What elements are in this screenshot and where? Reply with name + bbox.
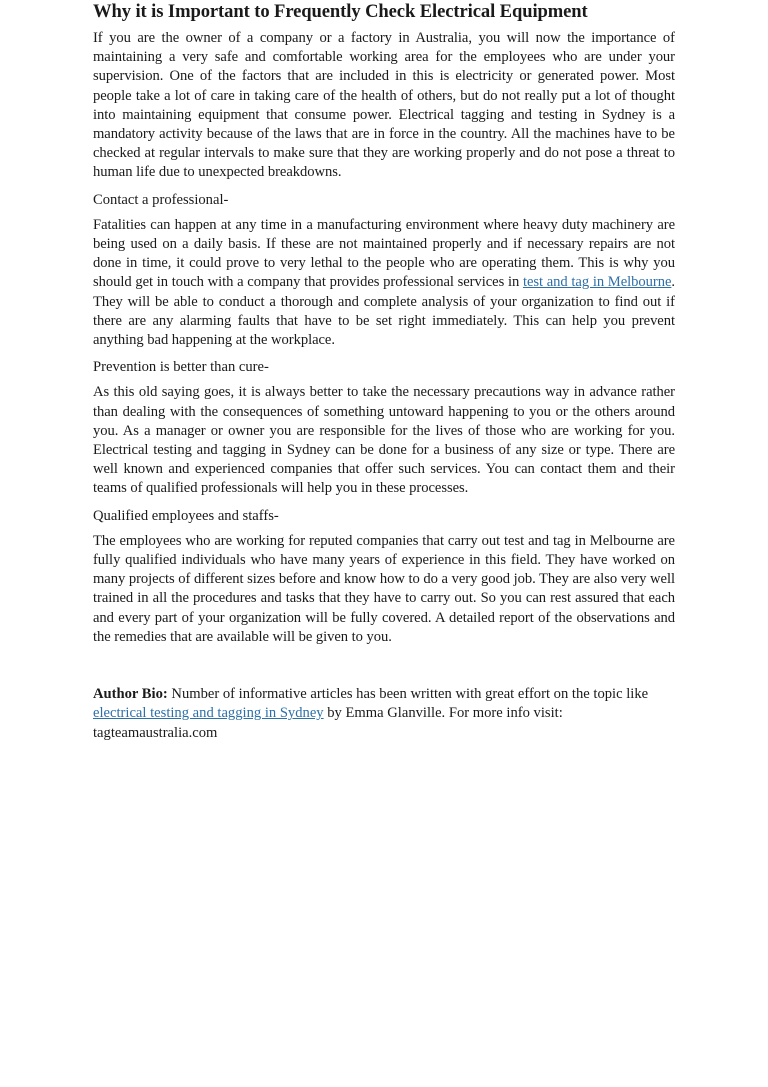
author-website: tagteamaustralia.com <box>93 724 218 741</box>
section-body-contact-text-1: Fatalities can happen at any time in a manufacturing environment where heavy duty machinery are being used on a daily basis. If these are not maintained properly and if necessary repairs are not done in time, it could prove to very lethal to the people who are operating them. This is why you should get in touch with a company that provides professional services in <box>93 216 675 291</box>
author-bio <box>93 685 675 743</box>
electrical-testing-sydney-link[interactable]: electrical testing and tagging in Sydney <box>93 705 324 722</box>
author-bio-label: Author Bio: <box>93 686 168 703</box>
author-bio-text-1: Number of informative articles has been written with great effort on the topic like <box>167 686 649 703</box>
test-and-tag-melbourne-link[interactable]: test and tag in Melbourne <box>522 274 672 291</box>
author-bio-text-2: by Emma Glanville. For more info visit: <box>323 705 563 722</box>
section-body-contact <box>93 216 675 350</box>
document-page <box>93 0 675 743</box>
section-heading-qualified: Qualified employees and staffs- <box>93 507 279 524</box>
section-heading-contact: Contact a professional- <box>93 191 229 208</box>
section-body-qualified: The employees who are working for reputed companies that carry out test and tag in Melbourne are fully qualified individuals who have many years of experience in this field. They have worked on many projects of different sizes before and know how to do a very good job. They are also very well trained in all the procedures and tasks that they have to carry out. So you can rest assured that each and every part of your organization will be fully covered. A detailed report of the observations and the remedies that are available will be given to you. <box>93 532 675 645</box>
section-body-prevention: As this old saying goes, it is always better to take the necessary precautions way in advance rather than dealing with the consequences of something untoward happening to you or the others around you. As a manager or owner you are responsible for the lives of those who are working for you. Electrical testing and tagging in Sydney can be done for a business of any size or type. There are well known and experienced companies that offer such services. You can contact them and their teams of qualified professionals will help you in these processes. <box>93 384 675 497</box>
document-title: Why it is Important to Frequently Check Electrical Equipment <box>93 1 588 22</box>
intro-paragraph: If you are the owner of a company or a factory in Australia, you will now the importance of maintaining a very safe and comfortable working area for the employees who are under your supervision. One of the factors that are included in this is electricity or generated power. Most people take a lot of care in taking care of the health of others, but do not really put a lot of thought into maintaining equipment that consume power. Electrical tagging and testing in Sydney is a mandatory activity because of the laws that are in force in the country. All the machines have to be checked at regular intervals to make sure that they are working properly and do not pose a threat to human life due to unexpected breakdowns. <box>93 30 675 181</box>
section-heading-prevention: Prevention is better than cure- <box>93 359 269 376</box>
section-body-contact-text-2: . They will be able to conduct a thorough and complete analysis of your organization to find out if there are any alarming faults that have to be set right immediately. This can help you prevent anything bad happening at the workplace. <box>93 274 675 349</box>
